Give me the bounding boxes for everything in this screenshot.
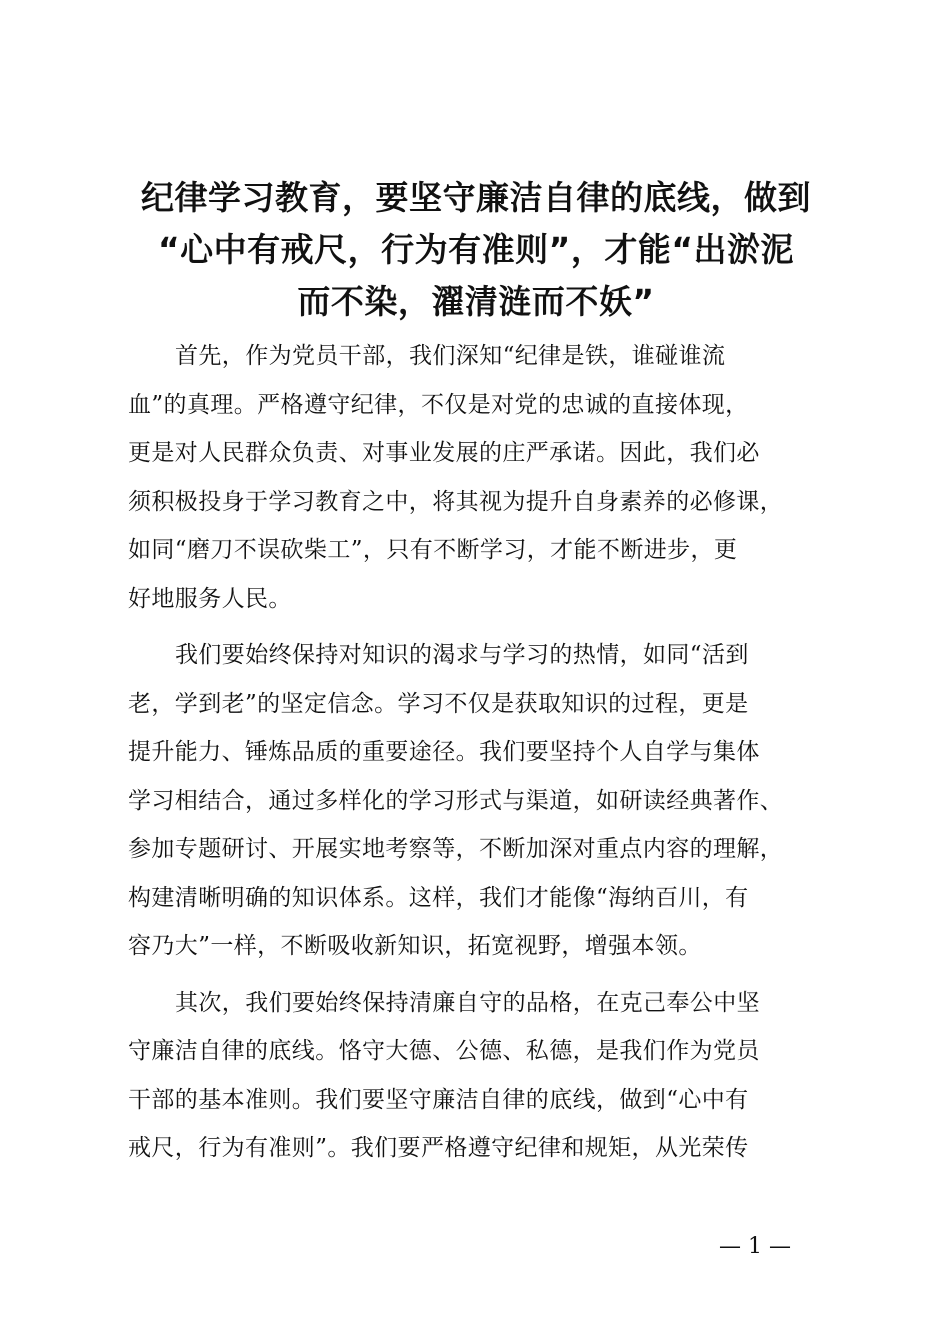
text-line: 血”的真理。严格遵守纪律，不仅是对党的忠诚的直接体现， (128, 391, 749, 418)
title-line: 纪律学习教育，要坚守廉洁自律的底线，做到 (141, 178, 811, 217)
text-line: 干部的基本准则。我们要坚守廉洁自律的底线，做到“心中有 (128, 1086, 749, 1113)
page-number: — 1 — (719, 1234, 791, 1259)
text-line: 如同“磨刀不误砍柴工”，只有不断学习，才能不断进步，更 (128, 537, 738, 563)
document-title (120, 172, 832, 328)
text-line: 首先，作为党员干部，我们深知“纪律是铁，谁碰谁流 (175, 343, 726, 369)
text-line: 更是对人民群众负责、对事业发展的庄严承诺。因此，我们必 (128, 440, 760, 466)
document-body (128, 332, 844, 1181)
text-line: 老，学到老”的坚定信念。学习不仅是获取知识的过程，更是 (128, 690, 749, 717)
paragraph-1 (128, 332, 844, 623)
text-line: 提升能力、锤炼品质的重要途径。我们要坚持个人自学与集体 (128, 739, 760, 765)
paragraph-3 (128, 979, 844, 1173)
paragraph-2 (128, 631, 844, 971)
text-line: 守廉洁自律的底线。恪守大德、公德、私德，是我们作为党员 (128, 1038, 760, 1064)
text-line: 戒尺，行为有准则”。我们要严格遵守纪律和规矩，从光荣传 (128, 1135, 749, 1161)
text-line: 构建清晰明确的知识体系。这样，我们才能像“海纳百川，有 (128, 884, 749, 911)
text-line: 我们要始终保持对知识的渴求与学习的热情，如同“活到 (175, 642, 749, 668)
title-line: “心中有戒尺，行为有准则”，才能“出淤泥 (157, 230, 795, 269)
text-line: 好地服务人民。 (128, 585, 292, 612)
text-line: 须积极投身于学习教育之中，将其视为提升自身素养的必修课， (128, 488, 784, 515)
text-line: 容乃大”一样，不断吸收新知识，拓宽视野，增强本领。 (128, 933, 702, 959)
text-line: 参加专题研讨、开展实地考察等，不断加深对重点内容的理解， (128, 836, 784, 862)
text-line: 其次，我们要始终保持清廉自守的品格，在克己奉公中坚 (175, 989, 760, 1016)
text-line: 学习相结合，通过多样化的学习形式与渠道，如研读经典著作、 (128, 787, 784, 814)
title-line: 而不染，濯清涟而不妖” (297, 282, 655, 321)
